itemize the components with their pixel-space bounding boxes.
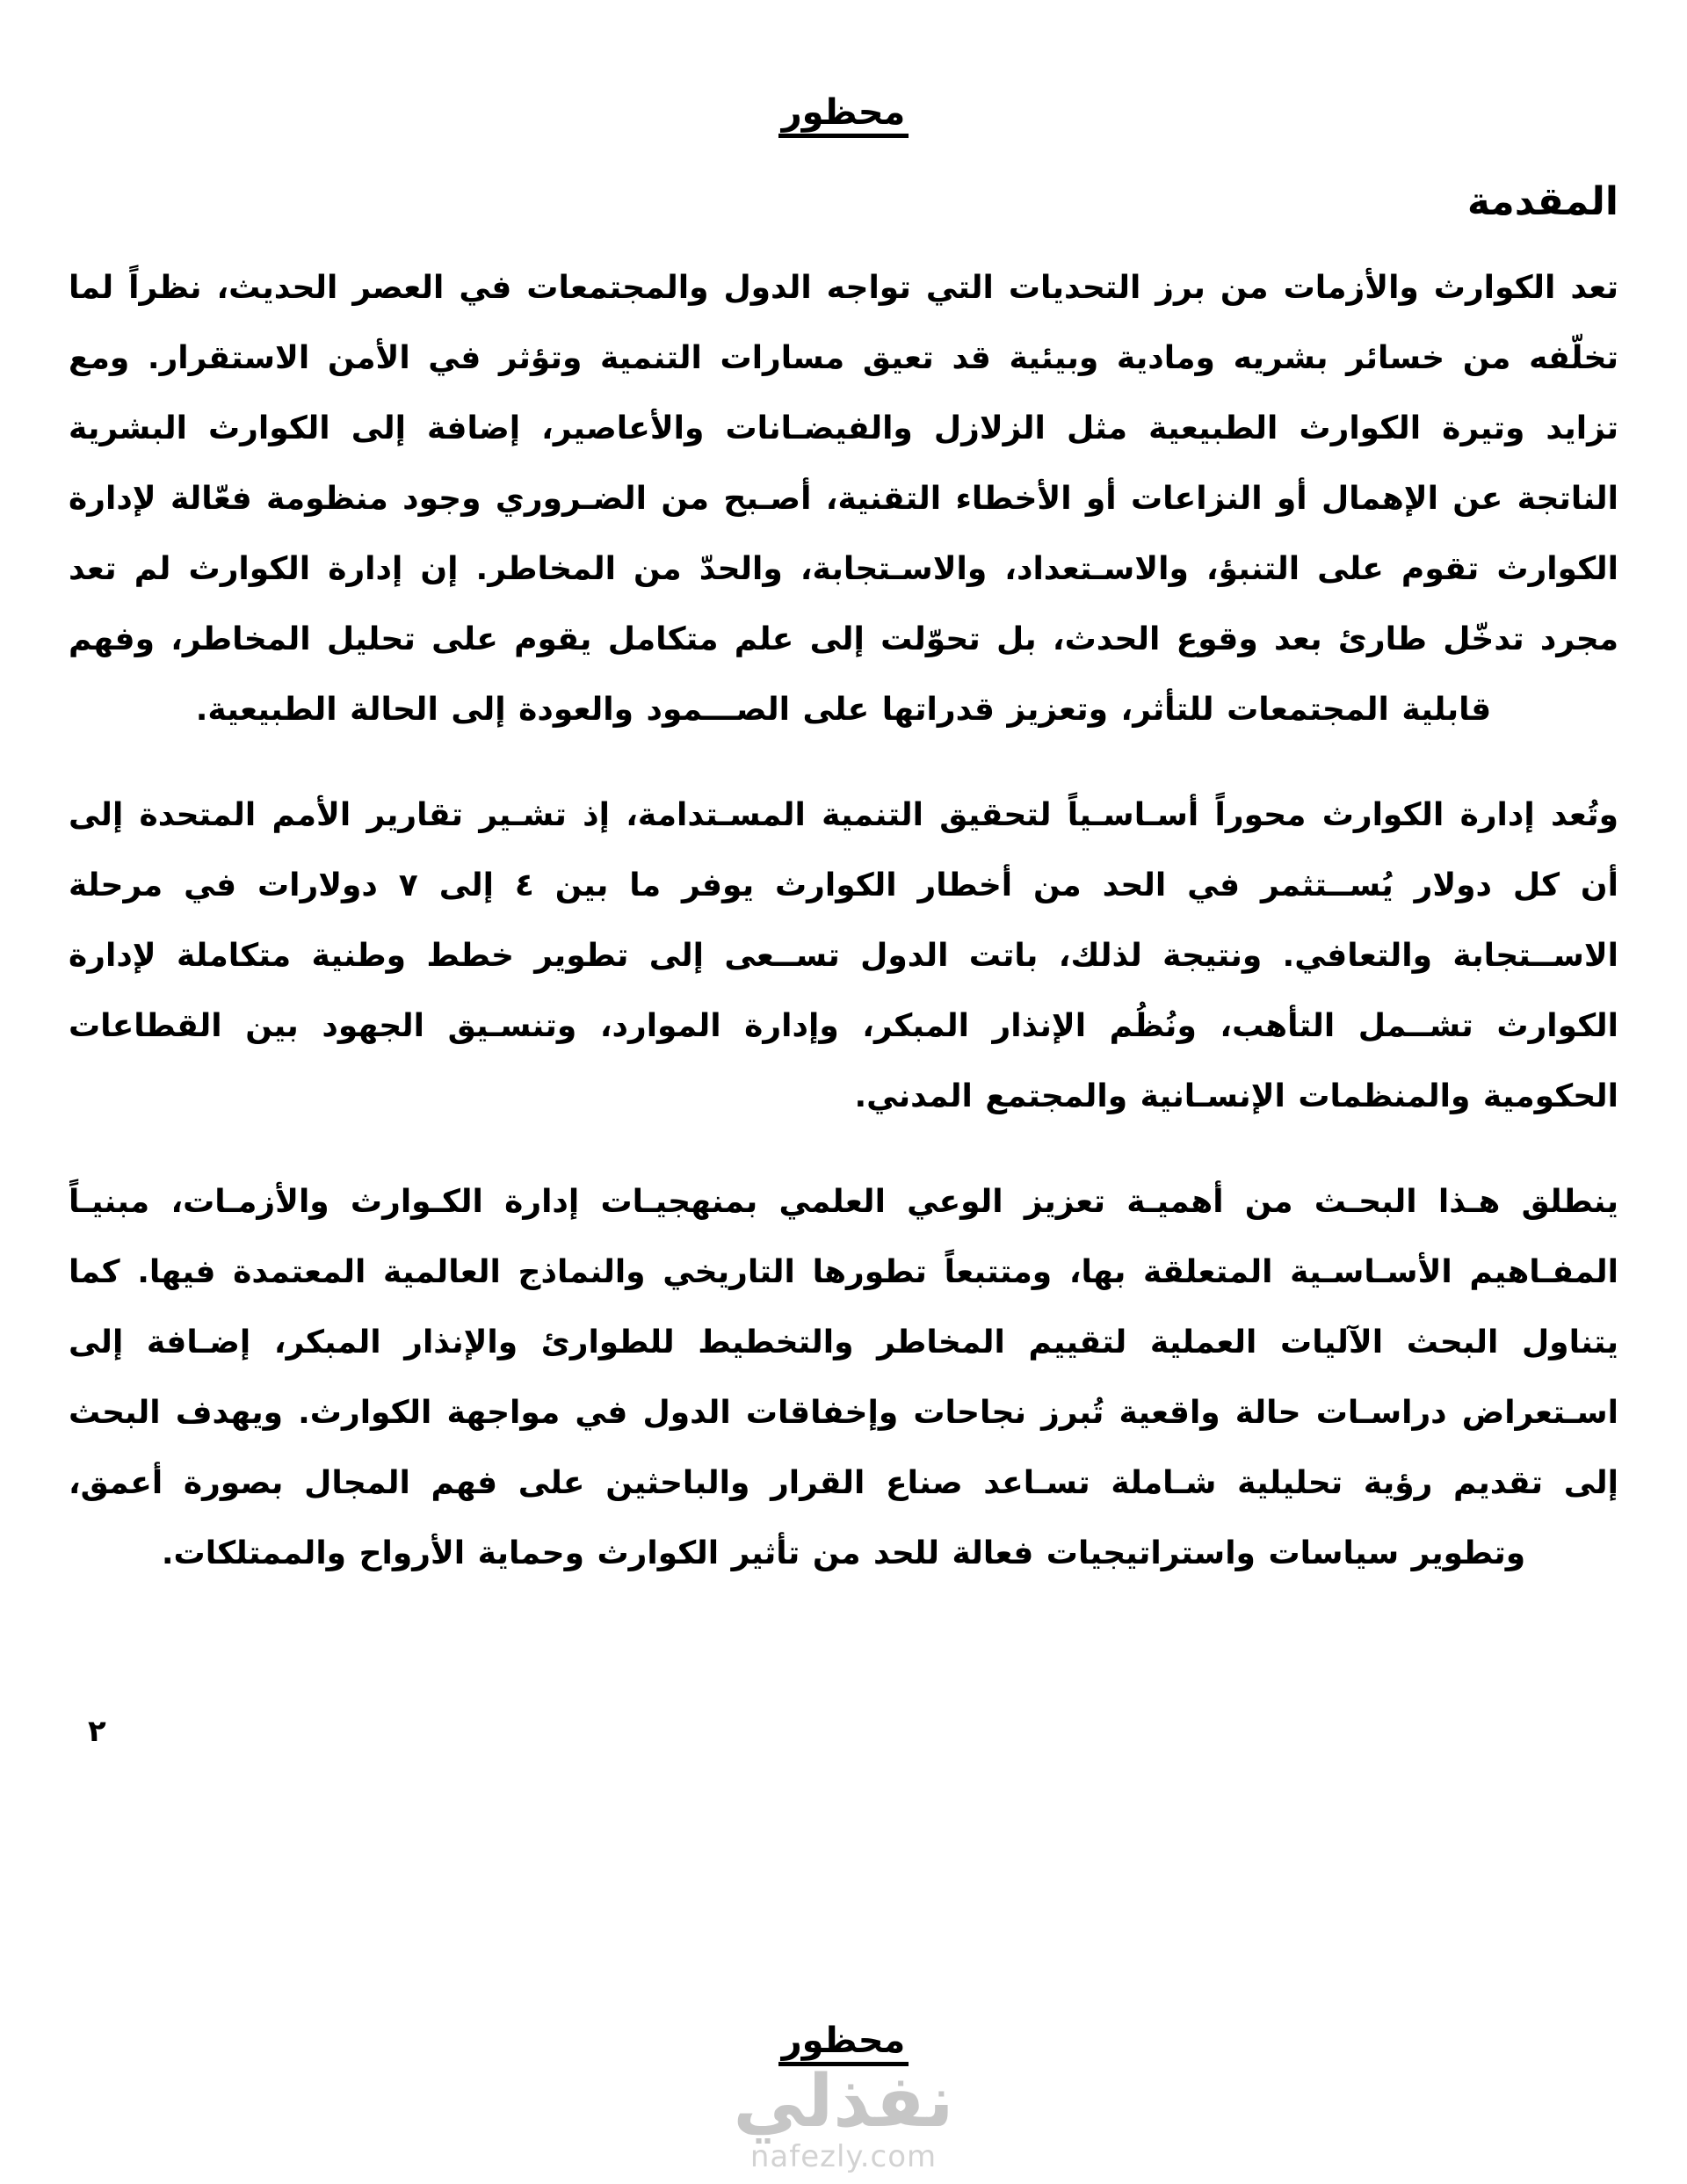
nafezly-watermark <box>0 2062 1687 2174</box>
intro-paragraph-1: تعد الكوارث والأزمات من برز التحديات التي تواجه الدول والمجتمعات في العصر الحديث، نظراً لما تخلّفه من خسائر بشريه ومادية وبيئية قد تعيق مسارات التنمية وتؤثر في الأمن الاستقرار. ومع تزايد وتيرة الكوارث الطبيعية مثل الزلازل والفيضـانات والأعاصير، إضافة إلى الكوارث البشرية الناتجة عن الإهمال أو النزاعات أو الأخطاء التقنية، أصـبح من الضـروري وجود منظومة فعّالة لإدارة الكوارث تقوم على التنبؤ، والاسـتعداد، والاسـتجابة، والحدّ من المخاطر. إن إدارة الكوارث لم تعد مجرد تدخّل طارئ بعد وقوع الحدث، بل تحوّلت إلى علم متكامل يقوم على تحليل المخاطر، وفهم قابلية المجتمعات للتأثر، وتعزيز قدراتها على الصـــمود والعودة إلى الحالة الطبيعية. <box>69 270 1618 728</box>
footer-restricted-stamp: محظور <box>778 2021 909 2066</box>
introduction-heading: المقدمة <box>1466 179 1618 224</box>
header-restricted-stamp: محظور <box>778 93 909 138</box>
nafezly-watermark-url: nafezly.com <box>749 2139 938 2174</box>
page-footer <box>0 2021 1687 2066</box>
page-number: ٢ <box>88 1714 106 1749</box>
page-header <box>0 93 1687 138</box>
document-body <box>69 174 1618 1624</box>
intro-paragraph-3: ينطلق هـذا البحـث من أهميـة تعزيز الوعي العلمي بمنهجيـات إدارة الكـوارث والأزمـات، مبنيـاً المفـاهيم الأسـاسـية المتعلقة بها، ومتتبعاً تطورها التاريخي والنماذج العالمية المعتمدة فيها. كما يتناول البحث الآليات العملية لتقييم المخاطر والتخطيط للطوارئ والإنذار المبكر، إضـافة إلى اسـتعراض دراسـات حالة واقعية تُبرز نجاحات وإخفاقات الدول في مواجهة الكوارث. ويهدف البحث إلى تقديم رؤية تحليلية شـاملة تسـاعد صناع القرار والباحثين على فهم المجال بصورة أعمق، وتطوير سياسات واستراتيجيات فعالة للحد من تأثير الكوارث وحماية الأرواح والممتلكات. <box>69 1184 1618 1571</box>
intro-paragraph-2: وتُعد إدارة الكوارث محوراً أسـاسـياً لتحقيق التنمية المسـتدامة، إذ تشـير تقارير الأمم المتحدة إلى أن كل دولار يُســتثمر في الحد من أخطار الكوارث يوفر ما بين ٤ إلى ٧ دولارات في مرحلة الاســتجابة والتعافي. ونتيجة لذلك، باتت الدول تســعى إلى تطوير خطط وطنية متكاملة لإدارة الكوارث تشــمل التأهب، ونُظُم الإنذار المبكر، وإدارة الموارد، وتنسـيق الجهود بين القطاعات الحكومية والمنظمات الإنسـانية والمجتمع المدني. <box>69 797 1618 1114</box>
nafezly-watermark-logo: نفذلي <box>733 2060 954 2144</box>
